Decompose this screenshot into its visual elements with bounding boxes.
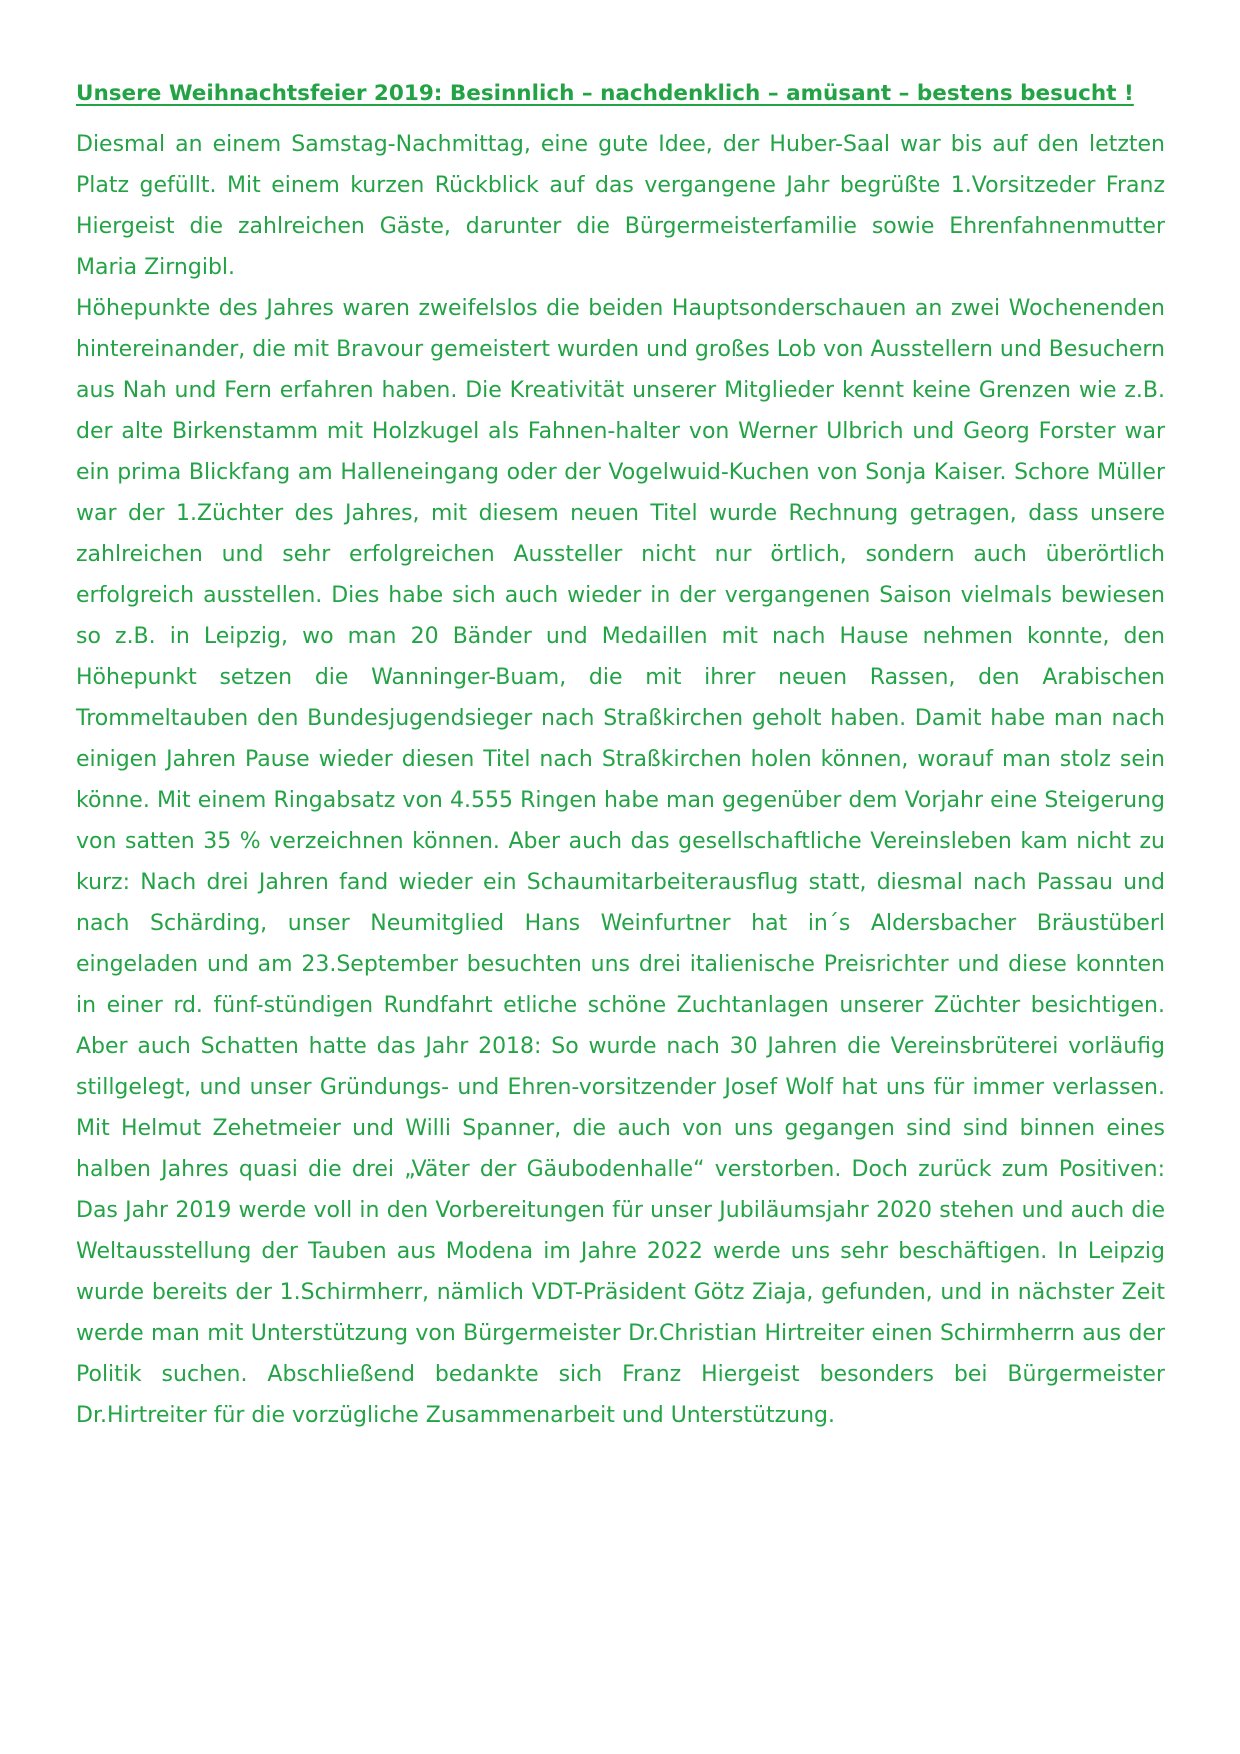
document-page (76, 74, 1165, 1436)
paragraph-intro: Diesmal an einem Samstag-Nachmittag, eine gute Idee, der Huber-Saal war bis auf den letzten Platz gefüllt. Mit einem kurzen Rückblick auf das vergangene Jahr begrüßte 1.Vorsitzeder Franz Hiergeist die zahlreichen Gäste, darunter die Bürgermeisterfamilie sowie Ehrenfahnenmutter Maria Zirngibl. (76, 132, 1165, 280)
document-title: Unsere Weihnachtsfeier 2019: Besinnlich – nachdenklich – amüsant – bestens besucht ! (76, 81, 1134, 106)
paragraph-highlights: Höhepunkte des Jahres waren zweifelslos die beiden Hauptsonderschauen an zwei Wochenenden hintereinander, die mit Bravour gemeistert wurden und großes Lob von Ausstellern und Besuchern aus Nah und Fern erfahren haben. Die Kreativität unserer Mitglieder kennt keine Grenzen wie z.B. der alte Birkenstamm mit Holzkugel als Fahnen-halter von Werner Ulbrich und Georg Forster war ein prima Blickfang am Halleneingang oder der Vogelwuid-Kuchen von Sonja Kaiser. Schore Müller war der 1.Züchter des Jahres, mit diesem neuen Titel wurde Rechnung getragen, dass unsere zahlreichen und sehr erfolgreichen Aussteller nicht nur örtlich, sondern auch überörtlich erfolgreich ausstellen. Dies habe sich auch wieder in der vergangenen Saison vielmals bewiesen so z.B. in Leipzig, wo man 20 Bänder und Medaillen mit nach Hause nehmen konnte, den Höhepunkt setzen die Wanninger-Buam, die mit ihrer neuen Rassen, den Arabischen Trommeltauben den Bundesjugendsieger nach Straßkirchen geholt haben. Damit habe man nach einigen Jahren Pause wieder diesen Titel nach Straßkirchen holen können, worauf man stolz sein könne. Mit einem Ringabsatz von 4.555 Ringen habe man gegenüber dem Vorjahr eine Steigerung von satten 35 % verzeichnen können. Aber auch das gesellschaftliche Vereinsleben kam nicht zu kurz: Nach drei Jahren fand wieder ein Schaumitarbeiterausflug statt, diesmal nach Passau und nach Schärding, unser Neumitglied Hans Weinfurtner hat in´s Aldersbacher Bräustüberl eingeladen und am 23.September besuchten uns drei italienische Preisrichter und diese konnten in einer rd. fünf-stündigen Rundfahrt etliche schöne Zuchtanlagen unserer Züchter besichtigen. Aber auch Schatten hatte das Jahr 2018: So wurde nach 30 Jahren die Vereinsbrüterei vorläufig stillgelegt, und unser Gründungs- und Ehren-vorsitzender Josef Wolf hat uns für immer verlassen. Mit Helmut Zehetmeier und Willi Spanner, die auch von uns gegangen sind sind binnen eines halben Jahres quasi die drei „Väter der Gäubodenhalle“ verstorben. Doch zurück zum Positiven: Das Jahr 2019 werde voll in den Vorbereitungen für unser Jubiläumsjahr 2020 stehen und auch die Weltausstellung der Tauben aus Modena im Jahre 2022 werde uns sehr beschäftigen. In Leipzig wurde bereits der 1.Schirmherr, nämlich VDT-Präsident Götz Ziaja, gefunden, und in nächster Zeit werde man mit Unterstützung von Bürgermeister Dr.Christian Hirtreiter einen Schirmherrn aus der Politik suchen. Abschließend bedankte sich Franz Hiergeist besonders bei Bürgermeister Dr.Hirtreiter für die vorzügliche Zusammenarbeit und Unterstützung. (76, 296, 1165, 1428)
